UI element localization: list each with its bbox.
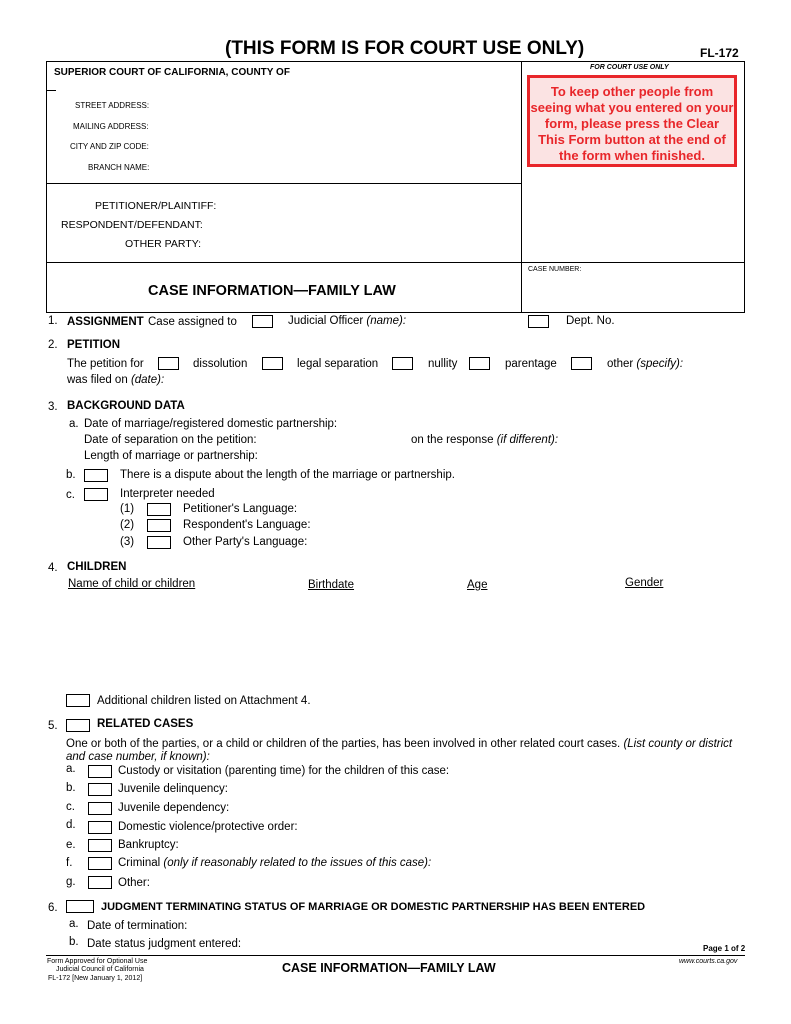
section-5-number: 5. [48,720,58,732]
section-6-number: 6. [48,902,58,914]
judgment-checkbox[interactable] [66,900,94,913]
form-title: CASE INFORMATION—FAMILY LAW [148,283,396,299]
other-related-checkbox[interactable] [88,876,112,889]
dissolution-label: dissolution [193,358,248,370]
separation-response-label: on the response (if different): [411,434,559,446]
background-c-label: c. [66,489,75,501]
court-name: SUPERIOR COURT OF CALIFORNIA, COUNTY OF [54,67,290,78]
separation-petition-label: Date of separation on the petition: [84,434,257,446]
section-4-number: 4. [48,562,58,574]
bankruptcy-checkbox[interactable] [88,839,112,852]
bankruptcy-text: Bankruptcy: [118,839,179,851]
other-party-label: OTHER PARTY: [125,238,202,250]
related-e-label: e. [66,839,76,851]
custody-checkbox[interactable] [88,765,112,778]
branch-name-label: BRANCH NAME: [88,163,150,172]
clear-form-notice: To keep other people from seeing what you entered on your form, please press the Clear This Form button at the end of the form when finished. [527,75,737,167]
form-number: FL-172 [700,46,739,60]
respondent-label: RESPONDENT/DEFENDANT: [61,219,203,231]
marriage-date-label: Date of marriage/registered domestic partnership: [84,418,338,430]
marriage-length-label: Length of marriage or partnership: [84,450,258,462]
related-a-label: a. [66,763,76,775]
parentage-checkbox[interactable] [469,357,490,370]
background-b-label: b. [66,469,76,481]
section-5-heading: RELATED CASES [97,718,194,730]
juvenile-dependency-text: Juvenile dependency: [118,802,230,814]
judicial-officer-label: Judicial Officer (name): [288,315,407,327]
interpreter-checkbox[interactable] [84,488,108,501]
length-dispute-checkbox[interactable] [84,469,108,482]
footer-website: www.courts.ca.gov [679,958,738,965]
petition-lead: The petition for [67,358,144,370]
other-party-language-label: Other Party's Language: [183,536,308,548]
section-3-number: 3. [48,401,58,413]
street-address-label: STREET ADDRESS: [75,101,150,110]
page-number: Page 1 of 2 [703,944,746,953]
child-name-column: Name of child or children [68,578,196,590]
custody-text: Custody or visitation (parenting time) for the children of this case: [118,765,450,777]
footer-council: Judicial Council of California [56,966,144,973]
dept-label: Dept. No. [566,315,615,327]
dept-checkbox[interactable] [528,315,549,328]
mailing-address-label: MAILING ADDRESS: [73,122,149,131]
section-2-heading: PETITION [67,339,121,351]
juvenile-delinquency-checkbox[interactable] [88,783,112,796]
length-dispute-text: There is a dispute about the length of the marriage or partnership. [120,469,455,481]
related-f-label: f. [66,857,73,869]
section-1-number: 1. [48,315,58,327]
interpreter-2-number: (2) [120,519,135,531]
juvenile-delinquency-text: Juvenile delinquency: [118,783,228,795]
juvenile-dependency-checkbox[interactable] [88,802,112,815]
related-cases-intro: One or both of the parties, or a child or children of the parties, has been involved in other related court cases. (List county or district [66,738,733,750]
petitioner-label: PETITIONER/PLAINTIFF: [95,200,217,212]
form-header-title: (THIS FORM IS FOR COURT USE ONLY) [225,38,585,59]
related-cases-intro-hint: and case number, if known): [66,751,210,763]
criminal-checkbox[interactable] [88,857,112,870]
respondent-language-checkbox[interactable] [147,519,171,532]
filed-on-label: was filed on (date): [67,374,165,386]
attachment-4-text: Additional children listed on Attachment 4. [97,695,311,707]
section-1-heading: ASSIGNMENT [67,316,144,328]
other-petition-label: other (specify): [607,358,684,370]
court-use-label: FOR COURT USE ONLY [590,64,669,71]
section-6-heading: JUDGMENT TERMINATING STATUS OF MARRIAGE OR DOMESTIC PARTNERSHIP HAS BEEN ENTERED [101,901,646,913]
judgment-a-label: a. [69,918,79,930]
nullity-label: nullity [428,358,458,370]
legal-separation-label: legal separation [297,358,379,370]
other-petition-checkbox[interactable] [571,357,592,370]
case-number-label: CASE NUMBER: [528,266,582,273]
gender-column: Gender [625,577,664,589]
other-related-text: Other: [118,877,150,889]
petitioner-language-label: Petitioner's Language: [183,503,298,515]
related-c-label: c. [66,801,75,813]
judgment-entered-label: Date status judgment entered: [87,938,242,950]
footer-approved: Form Approved for Optional Use [47,958,148,965]
footer-revision: FL-172 [New January 1, 2012] [48,975,143,982]
interpreter-3-number: (3) [120,536,135,548]
interpreter-1-number: (1) [120,503,135,515]
legal-separation-checkbox[interactable] [262,357,283,370]
age-column: Age [467,579,488,591]
parentage-label: parentage [505,358,557,370]
city-zip-label: CITY AND ZIP CODE: [70,142,149,151]
birthdate-column: Birthdate [308,579,355,591]
judicial-officer-checkbox[interactable] [252,315,273,328]
criminal-text: Criminal (only if reasonably related to the issues of this case): [118,857,432,869]
interpreter-text: Interpreter needed [120,488,215,500]
nullity-checkbox[interactable] [392,357,413,370]
related-b-label: b. [66,782,76,794]
judgment-b-label: b. [69,936,79,948]
assignment-text: Case assigned to [148,316,237,328]
related-g-label: g. [66,876,76,888]
section-4-heading: CHILDREN [67,561,127,573]
background-a-label: a. [69,418,79,430]
other-party-language-checkbox[interactable] [147,536,171,549]
section-2-number: 2. [48,339,58,351]
footer-title: CASE INFORMATION—FAMILY LAW [282,961,496,975]
respondent-language-label: Respondent's Language: [183,519,311,531]
domestic-violence-checkbox[interactable] [88,821,112,834]
termination-date-label: Date of termination: [87,920,188,932]
related-cases-checkbox[interactable] [66,719,90,732]
related-d-label: d. [66,819,76,831]
attachment-4-checkbox[interactable] [66,694,90,707]
section-3-heading: BACKGROUND DATA [67,400,185,412]
petitioner-language-checkbox[interactable] [147,503,171,516]
dissolution-checkbox[interactable] [158,357,179,370]
domestic-violence-text: Domestic violence/protective order: [118,821,298,833]
